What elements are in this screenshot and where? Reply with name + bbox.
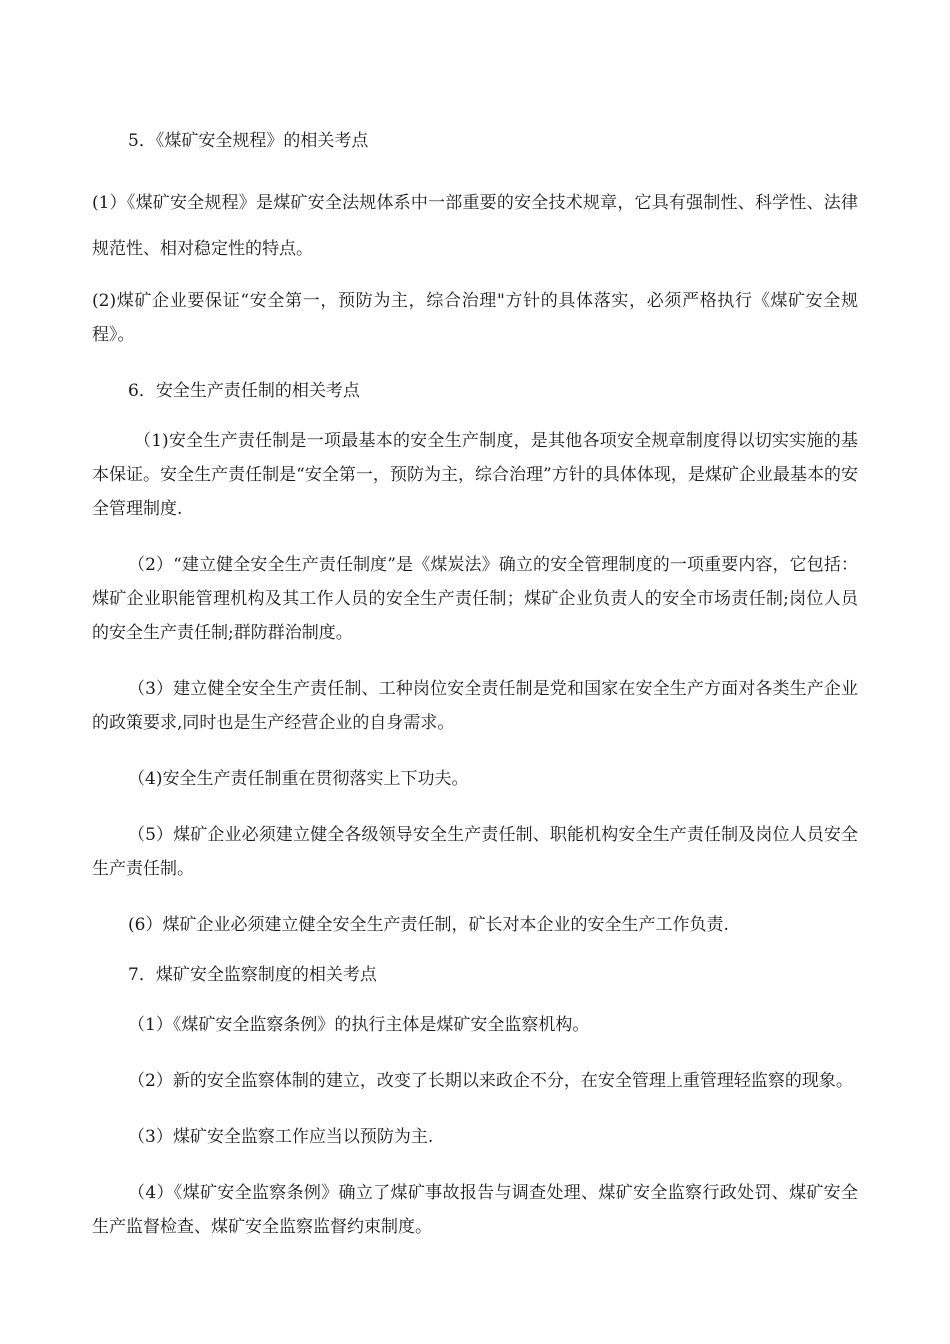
section-heading: 7．煤矿安全监察制度的相关考点	[128, 965, 377, 985]
paragraph: （4）《煤矿安全监察条例》确立了煤矿事故报告与调查处理、煤矿安全监察行政处罚、煤矿安全生产监督检查、煤矿安全监察监督约束制度。	[92, 1183, 858, 1237]
paragraph: （1)安全生产责任制是一项最基本的安全生产制度，是其他各项安全规章制度得以切实实施的基本保证。安全生产责任制是“安全第一，预防为主，综合治理”方针的具体体现，是煤矿企业最基本的安全管理制度.	[92, 431, 858, 519]
section-heading: 6．安全生产责任制的相关考点	[128, 381, 360, 401]
paragraph: （3）建立健全安全生产责任制、工种岗位安全责任制是党和国家在安全生产方面对各类生产企业的政策要求,同时也是生产经营企业的自身需求。	[92, 679, 858, 733]
paragraph: （4)安全生产责任制重在贯彻落实上下功夫。	[128, 769, 469, 789]
paragraph: （5）煤矿企业必须建立健全各级领导安全生产责任制、职能机构安全生产责任制及岗位人员安全生产责任制。	[92, 825, 858, 879]
paragraph: （2）新的安全监察体制的建立，改变了长期以来政企不分，在安全管理上重管理轻监察的现象。	[128, 1071, 853, 1091]
paragraph: （2）“建立健全安全生产责任制度”是《煤炭法》确立的安全管理制度的一项重要内容，它包括：煤矿企业职能管理机构及其工作人员的安全生产责任制；煤矿企业负责人的安全市场责任制;岗位人员的安全生产责任制;群防群治制度。	[92, 555, 858, 643]
document-body	[92, 124, 858, 1244]
paragraph: （3）煤矿安全监察工作应当以预防为主.	[128, 1127, 434, 1147]
paragraph: (2)煤矿企业要保证“安全第一，预防为主，综合治理"方针的具体落实，必须严格执行《煤矿安全规程》。	[92, 291, 858, 345]
paragraph: (6）煤矿企业必须建立健全安全生产责任制，矿长对本企业的安全生产工作负责.	[128, 915, 729, 935]
section-heading: 5．《煤矿安全规程》的相关考点	[128, 131, 369, 151]
paragraph: (1）《煤矿安全规程》是煤矿安全法规体系中一部重要的安全技术规章，它具有强制性、科学性、法律规范性、相对稳定性的特点。	[92, 193, 858, 259]
paragraph: （1）《煤矿安全监察条例》的执行主体是煤矿安全监察机构。	[128, 1015, 590, 1035]
